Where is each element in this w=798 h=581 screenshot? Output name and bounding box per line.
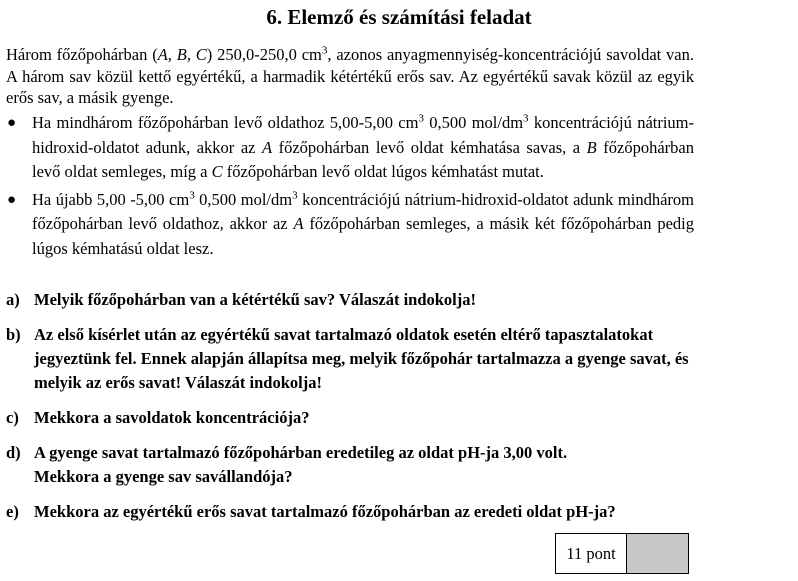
exp1-text-6: főzőpohárban levő oldat lúgos kémhatást mutat. — [222, 162, 544, 181]
intro-paragraph — [6, 44, 694, 109]
question-letter: a) — [6, 290, 20, 309]
score-entry-field[interactable] — [627, 534, 688, 573]
exp1-text-1: Ha mindhárom főzőpohárban levő oldathoz 5,00-5,00 cm — [32, 113, 419, 132]
exp1-sup-2: 3 — [523, 112, 529, 125]
bullet-icon: ● — [7, 191, 17, 208]
exp2-beaker-a: A — [293, 214, 304, 233]
exp2-sup-2: 3 — [292, 189, 298, 201]
intro-text-3: , azonos anyagmennyiség-koncentrációjú savoldat van. A három sav közül kettő egyértékű, a harmadik kétértékű erős sav. Az egyértékű savak közül az egyik erős sav, a másik gyenge. — [6, 45, 695, 107]
question-letter: c) — [6, 408, 19, 427]
question-text-line-2: Mekkora a gyenge sav savállandója? — [34, 467, 293, 486]
intro-beakers: A, B, C — [157, 45, 207, 64]
question-c — [6, 406, 726, 430]
question-letter: d) — [6, 443, 21, 462]
exp1-beaker-b: B — [586, 137, 597, 157]
experiment-list — [6, 111, 694, 264]
intro-sup: 3 — [321, 44, 328, 57]
score-box — [555, 533, 689, 574]
exp2-text-2: 0,500 mol/dm — [194, 189, 293, 209]
exp1-text-5: főzőpohárban levő oldat semleges, míg a — [32, 137, 694, 181]
question-a — [6, 288, 726, 312]
bullet-icon: ● — [7, 115, 17, 131]
exp1-sup-1: 3 — [418, 112, 424, 125]
exp2-text-1: Ha újabb 5,00 -5,00 cm — [32, 189, 190, 209]
exp1-text-3: koncentrációjú nátrium- hidroxid-oldatot adunk, akkor az — [32, 113, 695, 157]
question-letter: e) — [6, 502, 19, 521]
question-b — [6, 323, 726, 395]
question-text: Az első kísérlet után az egyértékű savat tartalmazó oldatok esetén eltérő tapasztalatokat jegyeztünk fel. Ennek alapján állapítsa meg, melyik főzőpohár tartalmazza a gyenge savat, és melyik az erős savat! Válaszát indokolja! — [34, 325, 689, 392]
question-e — [6, 500, 726, 524]
exp2-text-4: főzőpohárban semleges, a másik két főzőpohárban pedig lúgos kémhatású oldat lesz. — [32, 214, 695, 258]
question-text-line-1: A gyenge savat tartalmazó főzőpohárban eredetileg az oldat pH-ja 3,00 volt. — [34, 443, 568, 462]
question-text: Melyik főzőpohárban van a kétértékű sav? Válaszát indokolja! — [34, 290, 477, 309]
question-text: Mekkora a savoldatok koncentrációja? — [34, 408, 310, 427]
exp1-text-2: 0,500 mol/dm — [423, 113, 524, 132]
exp1-beaker-a: A — [261, 137, 273, 157]
question-d — [6, 441, 726, 489]
experiment-2 — [6, 188, 694, 262]
experiment-1 — [6, 111, 694, 185]
exp1-beaker-c: C — [211, 162, 223, 181]
intro-text-1: Három főzőpohárban ( — [6, 45, 158, 64]
question-list — [6, 288, 726, 535]
exp2-sup-1: 3 — [189, 189, 195, 201]
exp1-text-4: főzőpohárban levő oldat kémhatása savas, a — [272, 137, 587, 157]
exp2-text-3: koncentrációjú nátrium-hidroxid-oldatot adunk mindhárom főzőpohárban levő oldathoz, akkor az — [32, 189, 694, 233]
intro-text-2: ) 250,0-250,0 cm — [206, 45, 322, 64]
task-title: 6. Elemző és számítási feladat — [266, 5, 532, 29]
question-letter: b) — [6, 325, 21, 344]
score-label: 11 pont — [556, 534, 627, 573]
question-text: Mekkora az egyértékű erős savat tartalmazó főzőpohárban az eredeti oldat pH-ja? — [34, 502, 616, 521]
